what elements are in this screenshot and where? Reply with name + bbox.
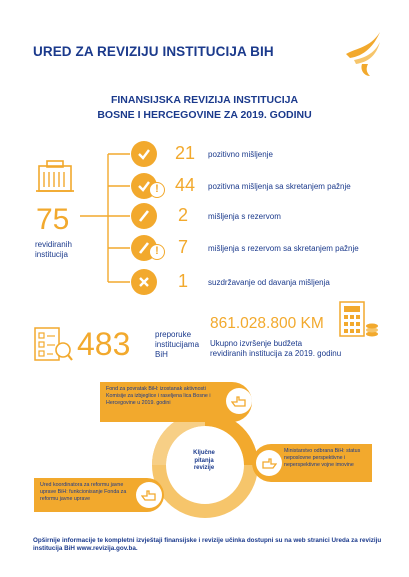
warning-badge-icon: ! <box>149 244 165 260</box>
warning-badge-icon: ! <box>149 182 165 198</box>
opinion-label: mišljenja s rezervom <box>208 212 281 221</box>
topic-box-defense: Ministarstvo odbrana BiH: status neposlovne perspektivne i neperspektivne vojne imovine <box>252 444 372 482</box>
main-title-line2: BOSNE I HERCEGOVINE ZA 2019. GODINU <box>97 109 312 121</box>
check-icon <box>131 141 157 167</box>
opinion-count: 7 <box>178 237 189 257</box>
key-issues-label: Ključne pitanja revizije <box>193 450 215 471</box>
calculator-coins-icon <box>338 300 380 340</box>
checklist-icon <box>33 326 73 362</box>
office-logo-icon <box>340 26 384 80</box>
topic-box-public-admin: Ured koordinatora za reformu javne uprave BiH: funkcionisanje Fonda za reformu javne uprave <box>34 478 164 512</box>
slash-icon <box>131 203 157 229</box>
opinion-label: pozitivna mišljenja sa skretanjem pažnje <box>208 182 351 191</box>
opinion-label: mišljenja s rezervom sa skretanjem pažnje <box>208 244 359 253</box>
footer-note: Opširnije informacije te kompletni izvještaji finansijske i revizije učinka dostupni su na web stranici Ureda za reviziju institucija BiH www.revizija.gov.ba. <box>33 537 382 552</box>
building-icon <box>36 160 74 194</box>
hand-pointer-icon <box>226 388 252 414</box>
budget-amount: 861.028.800 KM <box>210 315 324 332</box>
topic-box-refugees: Fond za povratak BiH: izostanak aktivnosti Komisije za izbjeglice i raseljena lica Bosne i Hercegovine u 2019. godini <box>100 382 252 422</box>
opinion-count: 1 <box>178 271 189 291</box>
opinion-count: 2 <box>178 205 189 225</box>
budget-label: Ukupno izvršenje budžeta revidiranih institucija za 2019. godinu <box>210 339 342 358</box>
institutions-label: revidiranih institucija <box>35 240 72 259</box>
institutions-count: 75 <box>36 203 70 236</box>
connector-bracket <box>80 148 130 288</box>
opinion-label: suzdržavanje od davanja mišljenja <box>208 278 330 287</box>
recommendations-count: 483 <box>77 326 131 362</box>
hand-pointer-icon <box>136 482 162 508</box>
opinion-count: 44 <box>175 175 196 195</box>
office-title: URED ZA REVIZIJU INSTITUCIJA BIH <box>33 44 274 59</box>
hand-pointer-icon <box>256 450 282 476</box>
opinion-count: 21 <box>175 143 196 163</box>
opinion-label: pozitivno mišljenje <box>208 150 273 159</box>
recommendations-label: preporuke institucijama BiH <box>155 330 200 359</box>
main-title-line1: FINANSIJSKA REVIZIJA INSTITUCIJA <box>110 94 299 106</box>
cross-icon <box>131 269 157 295</box>
